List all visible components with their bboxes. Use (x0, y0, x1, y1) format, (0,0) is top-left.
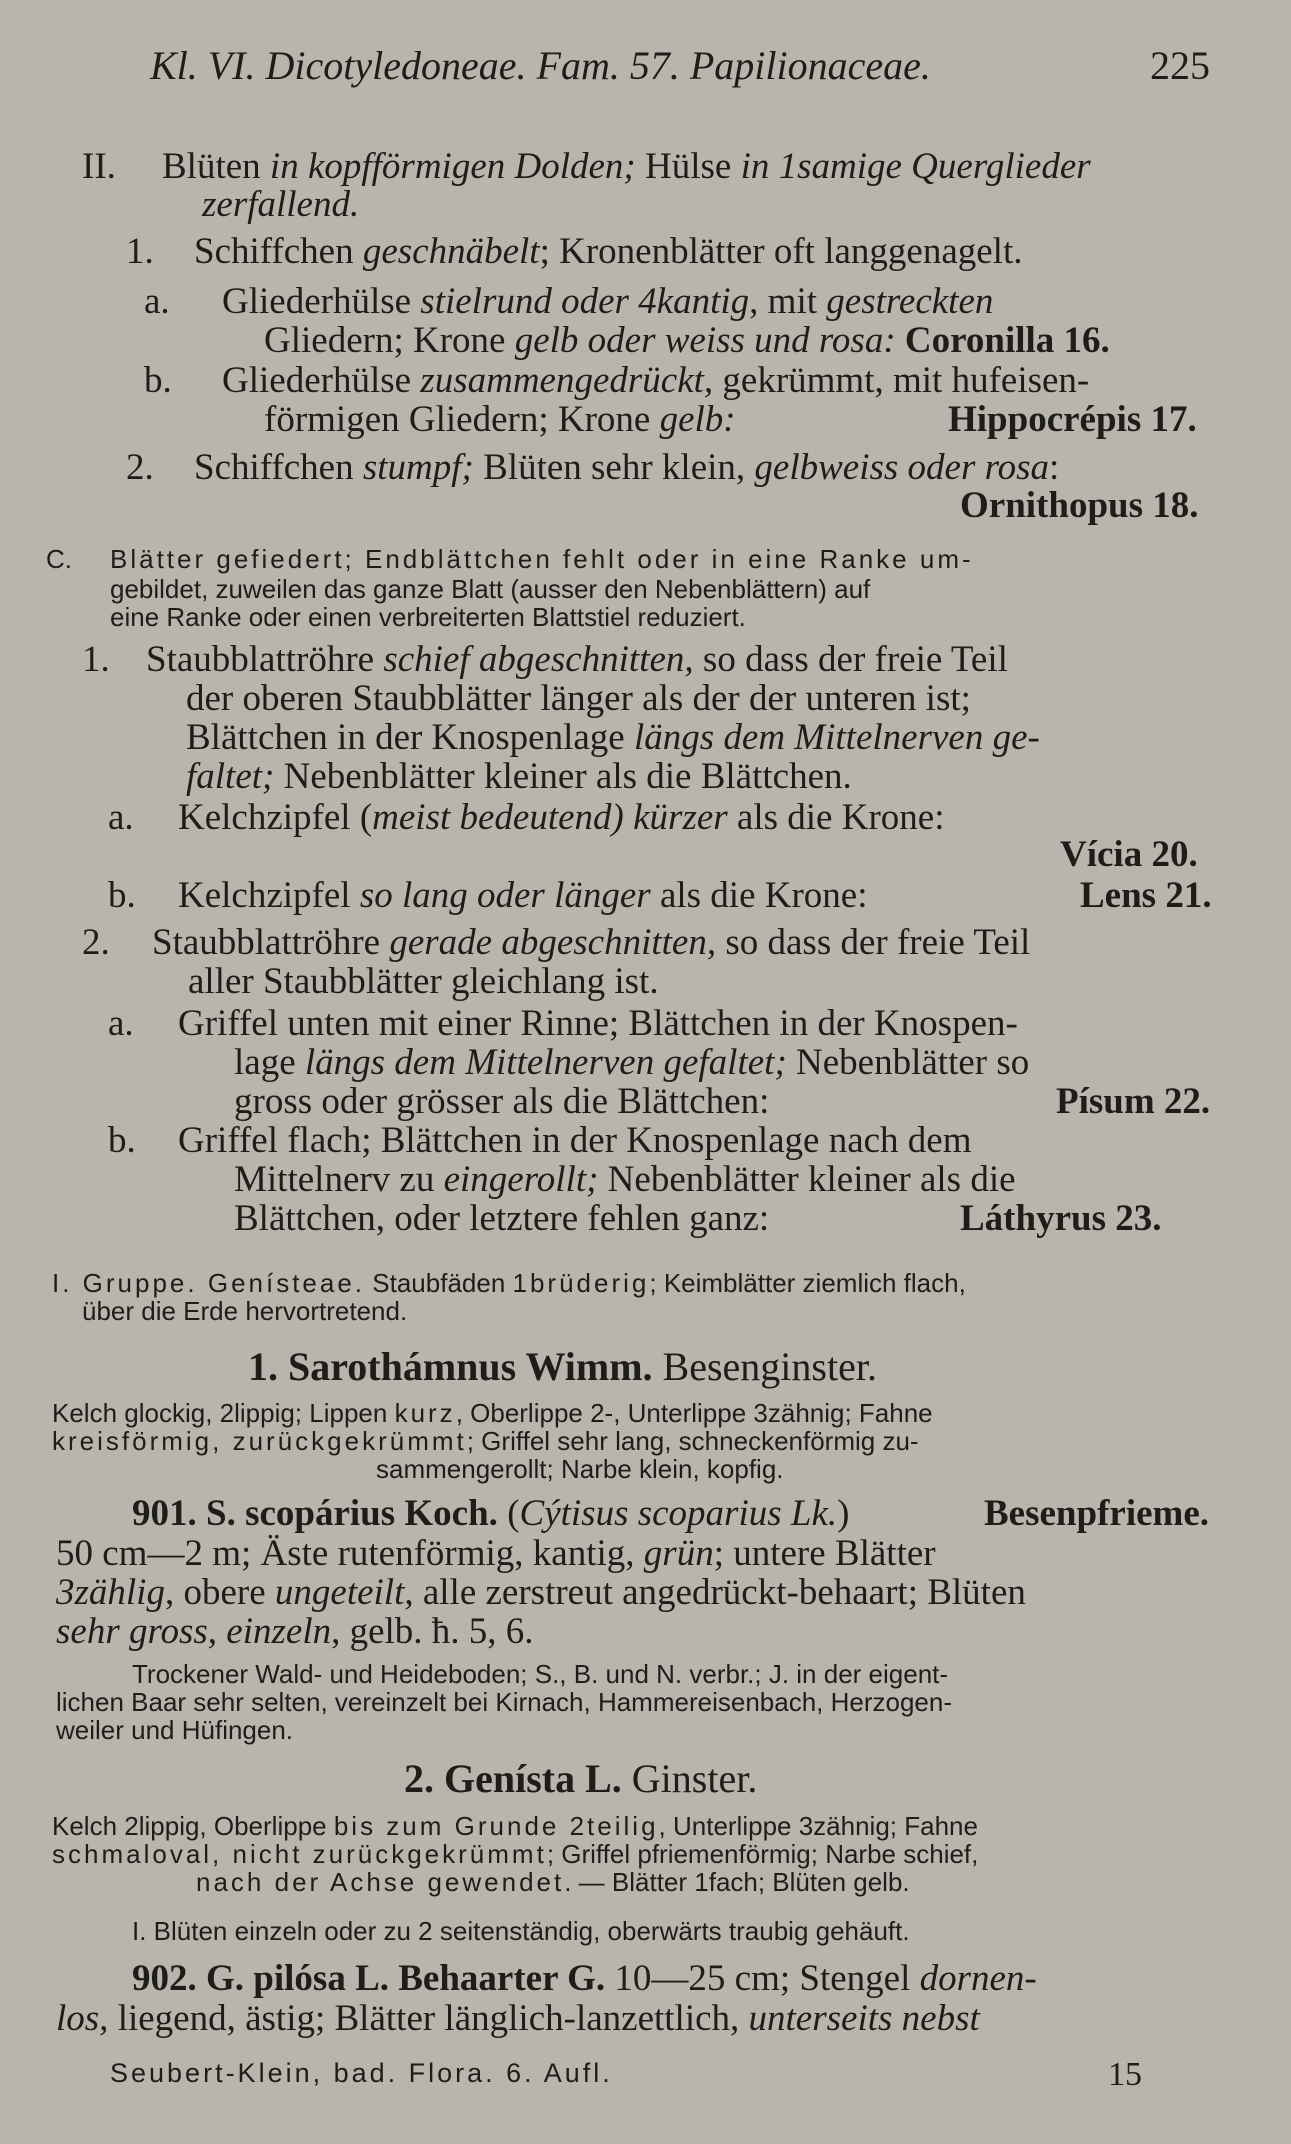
key-label: a. (108, 1003, 134, 1044)
key-text: Mittelnerv zu eingerollt; Nebenblätter kleiner als die (234, 1159, 1016, 1200)
genus-description: sammengerollt; Narbe klein, kopfig. (376, 1454, 784, 1484)
key-text: Staubblattröhre schief abgeschnitten, so dass der freie Teil (146, 639, 1008, 680)
running-title: Kl. VI. Dicotyledoneae. Fam. 57. Papilionaceae. (150, 43, 931, 88)
key-text: Schiffchen stumpf; Blüten sehr klein, gelbweiss oder rosa: (194, 447, 1060, 488)
key-text: zerfallend. (202, 184, 360, 225)
key-text: Blüten in kopfförmigen Dolden; Hülse in 1samige Querglieder (162, 146, 1091, 187)
genus-ref: Lens 21. (1080, 875, 1212, 916)
genus-ref: Vícia 20. (1060, 834, 1198, 875)
key-label: C. (46, 544, 72, 574)
genus-description: Kelch glockig, 2lippig; Lippen kurz, Oberlippe 2-, Unterlippe 3zähnig; Fahne (52, 1398, 933, 1428)
genus-ref: Hippocrépis 17. (948, 399, 1197, 440)
footer-signature: 15 (1108, 2056, 1142, 2093)
group-heading: über die Erde hervortretend. (82, 1296, 408, 1326)
species-entry: 902. G. pilósa L. Behaarter G. 10—25 cm; Stengel dornen- (132, 1958, 1037, 1999)
key-text: Kelchzipfel (meist bedeutend) kürzer als die Krone: (178, 797, 945, 838)
genus-description: kreisförmig, zurückgekrümmt; Griffel sehr lang, schneckenförmig zu- (52, 1426, 919, 1456)
species-entry: 901. S. scopárius Koch. (Cýtisus scoparius Lk.) (132, 1493, 850, 1534)
key-label: b. (108, 875, 136, 916)
key-text: förmigen Gliedern; Krone gelb: (264, 399, 736, 440)
habitat-text: Trockener Wald- und Heideboden; S., B. und N. verbr.; J. in der eigent- (132, 1659, 949, 1689)
key-text: gross oder grösser als die Blättchen: (234, 1081, 770, 1122)
key-text: Gliederhülse zusammengedrückt, gekrümmt, mit hufeisen- (222, 360, 1090, 401)
genus-description: Kelch 2lippig, Oberlippe bis zum Grunde 2teilig, Unterlippe 3zähnig; Fahne (52, 1811, 978, 1841)
key-label: II. (82, 146, 116, 187)
habitat-text: weiler und Hüfingen. (56, 1715, 294, 1745)
key-label: 2. (126, 447, 154, 488)
species-common-name: Besenpfrieme. (984, 1493, 1210, 1534)
key-text: Blättchen, oder letztere fehlen ganz: (234, 1198, 770, 1239)
genus-ref: Ornithopus 18. (960, 485, 1199, 526)
group-heading: I. Gruppe. Genísteae. Staubfäden 1brüderig; Keimblätter ziemlich flach, (52, 1268, 966, 1298)
key-text: faltet; Nebenblätter kleiner als die Blättchen. (186, 756, 852, 797)
key-text: lage längs dem Mittelnerven gefaltet; Nebenblätter so (234, 1042, 1030, 1083)
key-text: Griffel unten mit einer Rinne; Blättchen in der Knospen- (178, 1003, 1018, 1044)
key-text: der oberen Staubblätter länger als der der unteren ist; (186, 678, 971, 719)
species-text: sehr gross, einzeln, gelb. ħ. 5, 6. (56, 1611, 534, 1652)
key-text: aller Staubblätter gleichlang ist. (188, 961, 659, 1002)
genus-ref: Láthyrus 23. (960, 1198, 1162, 1239)
genus-ref: Písum 22. (1056, 1081, 1211, 1122)
habitat-text: lichen Baar sehr selten, vereinzelt bei Kirnach, Hammereisenbach, Herzogen- (56, 1687, 952, 1717)
key-text: I. Blüten einzeln oder zu 2 seitenständig, oberwärts traubig gehäuft. (132, 1916, 910, 1946)
genus-title: 1. Sarothámnus Wimm. Besenginster. (248, 1344, 877, 1389)
key-label: b. (108, 1120, 136, 1161)
key-text: Staubblattröhre gerade abgeschnitten, so dass der freie Teil (152, 922, 1031, 963)
key-label: a. (108, 797, 134, 838)
species-text: 3zählig, obere ungeteilt, alle zerstreut angedrückt-behaart; Blüten (56, 1572, 1026, 1613)
key-text: Griffel flach; Blättchen in der Knospenlage nach dem (178, 1120, 972, 1161)
key-text: eine Ranke oder einen verbreiterten Blattstiel reduziert. (110, 602, 746, 632)
footer-source: Seubert-Klein, bad. Flora. 6. Aufl. (110, 2058, 613, 2088)
genus-title: 2. Genísta L. Ginster. (404, 1756, 758, 1801)
key-label: b. (144, 360, 172, 401)
species-text: 50 cm—2 m; Äste rutenförmig, kantig, grün; untere Blätter (56, 1533, 936, 1574)
key-text: gebildet, zuweilen das ganze Blatt (ausser den Nebenblättern) auf (110, 574, 871, 604)
page-number: 225 (1150, 43, 1210, 88)
key-text: Gliedern; Krone gelb oder weiss und rosa: Coronilla 16. (264, 320, 1110, 361)
key-label: 2. (82, 922, 110, 963)
key-text: Gliederhülse stielrund oder 4kantig, mit gestreckten (222, 281, 994, 322)
key-text: Blätter gefiedert; Endblättchen fehlt oder in eine Ranke um- (110, 544, 974, 574)
key-label: 1. (126, 231, 154, 272)
genus-description: nach der Achse gewendet. — Blätter 1fach; Blüten gelb. (196, 1867, 910, 1897)
genus-description: schmaloval, nicht zurückgekrümmt; Griffel pfriemenförmig; Narbe schief, (52, 1839, 979, 1869)
key-text: Schiffchen geschnäbelt; Kronenblätter oft langgenagelt. (194, 231, 1023, 272)
key-label: 1. (82, 639, 110, 680)
species-text: los, liegend, ästig; Blätter länglich-lanzettlich, unterseits nebst (56, 1998, 980, 2039)
key-text: Kelchzipfel so lang oder länger als die Krone: (178, 875, 868, 916)
key-text: Blättchen in der Knospenlage längs dem Mittelnerven ge- (186, 717, 1040, 758)
key-label: a. (144, 281, 170, 322)
